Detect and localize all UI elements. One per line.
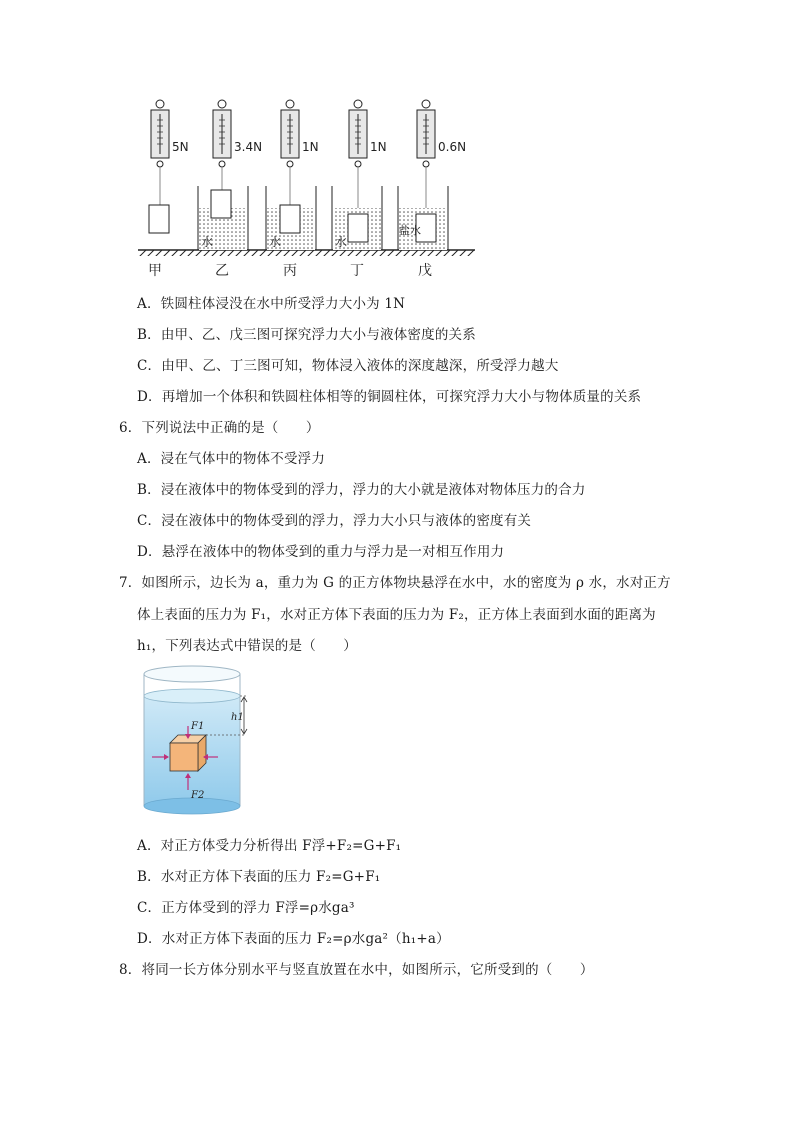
q7-option-c: C．正方体受到的浮力 F浮=ρ水ga³ xyxy=(137,900,355,916)
q7-option-b: B．水对正方体下表面的压力 F₂=G+F₁ xyxy=(137,869,381,885)
q5-option-d: D．再增加一个体积和铁圆柱体相等的铜圆柱体，可探究浮力大小与物体质量的关系 xyxy=(137,389,642,405)
reading-ding: 1N xyxy=(370,140,387,154)
cube-in-water-figure xyxy=(140,660,260,820)
q6-option-b: B．浸在液体中的物体受到的浮力，浮力的大小就是液体对物体压力的合力 xyxy=(137,482,586,498)
f1-label: F1 xyxy=(191,721,205,732)
scale-ding xyxy=(332,100,382,250)
liquid-label-bing: 水 xyxy=(269,235,282,249)
q5-option-c: C．由甲、乙、丁三图可知，物体浸入液体的深度越深，所受浮力越大 xyxy=(137,358,559,374)
liquid-label-ding: 水 xyxy=(335,235,348,249)
scale-yi xyxy=(198,100,248,250)
spring-scale-figure xyxy=(130,90,490,285)
liquid-label-yi: 水 xyxy=(201,235,214,249)
setup-label-wu: 戊 xyxy=(418,263,432,279)
scale-jia xyxy=(149,100,169,233)
q5-option-a: A．铁圆柱体浸没在水中所受浮力大小为 1N xyxy=(137,296,406,312)
q8-stem: 8．将同一长方体分别水平与竖直放置在水中，如图所示，它所受到的（ ） xyxy=(119,962,594,978)
setup-label-jia: 甲 xyxy=(148,263,162,279)
reading-jia: 5N xyxy=(172,140,189,154)
q5-option-b: B．由甲、乙、戊三图可探究浮力大小与液体密度的关系 xyxy=(137,327,476,343)
reading-yi: 3.4N xyxy=(234,140,263,154)
h1-label: h1 xyxy=(231,712,244,723)
q7-option-a: A．对正方体受力分析得出 F浮+F₂=G+F₁ xyxy=(137,838,402,854)
setup-label-ding: 丁 xyxy=(350,263,364,279)
q6-stem: 6．下列说法中正确的是（ ） xyxy=(119,420,320,436)
q7-stem-line1: 7．如图所示，边长为 a，重力为 G 的正方体物块悬浮在水中，水的密度为 ρ 水，水对正方 xyxy=(119,575,671,591)
f2-label: F2 xyxy=(191,790,205,801)
q7-stem-line2: 体上表面的压力为 F₁，水对正方体下表面的压力为 F₂，正方体上表面到水面的距离为 xyxy=(137,607,656,623)
setup-label-yi: 乙 xyxy=(215,263,229,279)
scale-bing xyxy=(266,100,316,250)
liquid-label-wu: 盐水 xyxy=(399,224,421,237)
setup-label-bing: 丙 xyxy=(283,263,297,279)
reading-wu: 0.6N xyxy=(438,140,467,154)
q6-option-a: A．浸在气体中的物体不受浮力 xyxy=(137,451,326,467)
q6-option-d: D．悬浮在液体中的物体受到的重力与浮力是一对相互作用力 xyxy=(137,544,505,560)
q6-option-c: C．浸在液体中的物体受到的浮力，浮力大小只与液体的密度有关 xyxy=(137,513,532,529)
q7-option-d: D．水对正方体下表面的压力 F₂=ρ水ga²（h₁+a） xyxy=(137,931,450,947)
reading-bing: 1N xyxy=(302,140,319,154)
q7-stem-line3: h₁，下列表达式中错误的是（ ） xyxy=(137,638,358,654)
